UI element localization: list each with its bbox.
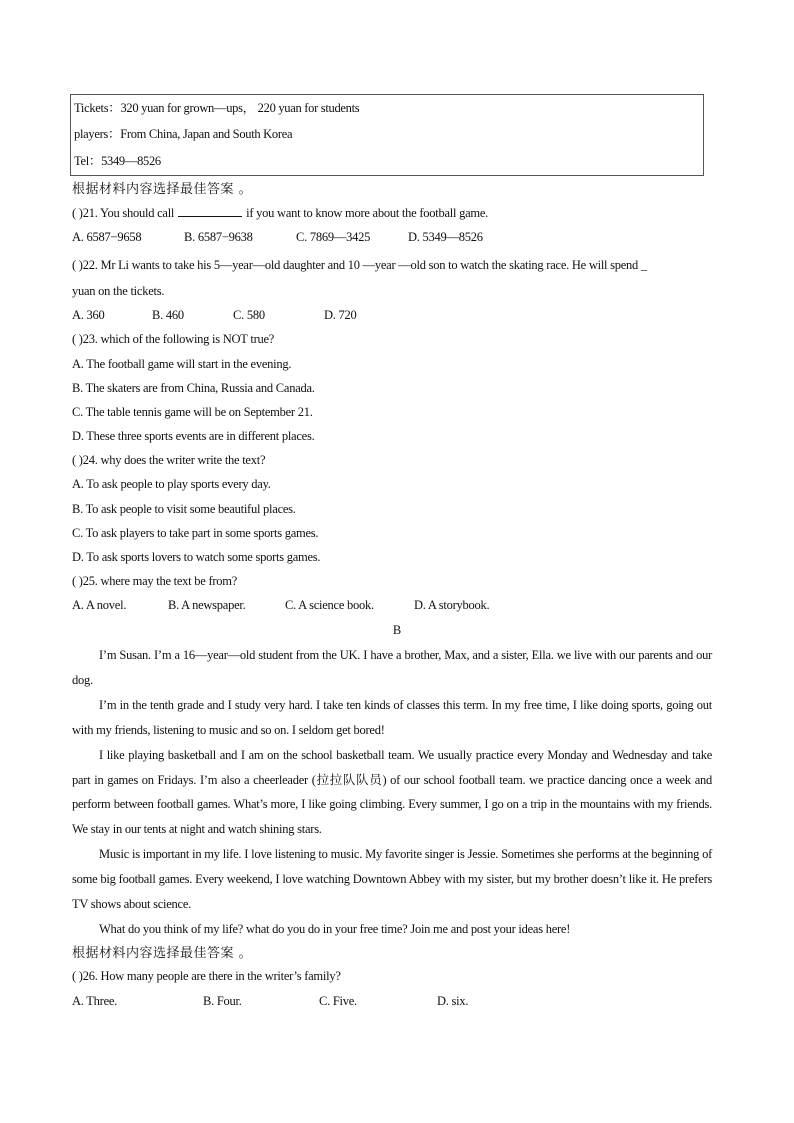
passage-paragraph: Music is important in my life. I love listening to music. My favorite singer is Jessie. Sometimes she performs at the beginning of some big football games. Every weekend, I love watching Downtown Abbey with my sister, but my brother doesn’t like it. He prefers TV shows about science.	[72, 847, 712, 912]
question-23-option-c: C. The table tennis game will be on September 21.	[72, 405, 313, 419]
option-b: B. 460	[152, 308, 184, 322]
question-25-stem: ( )25. where may the text be from?	[72, 574, 238, 588]
option-d: D. 720	[324, 308, 357, 322]
question-23-stem: ( )23. which of the following is NOT true?	[72, 332, 275, 346]
question-21-stem-end: if you want to know more about the football game.	[246, 206, 489, 220]
question-24-stem: ( )24. why does the writer write the text?	[72, 453, 266, 467]
question-24-option-b: B. To ask people to visit some beautiful places.	[72, 502, 296, 516]
option-a: A. 360	[72, 308, 105, 322]
question-24-option-d: D. To ask sports lovers to watch some sports games.	[72, 550, 321, 564]
question-24-option-a: A. To ask people to play sports every day.	[72, 477, 271, 491]
passage-b	[72, 643, 712, 942]
passage-paragraph: I’m Susan. I’m a 16—year—old student from the UK. I have a brother, Max, and a sister, Ella. we live with our parents and our dog.	[72, 648, 712, 687]
question-23-option-a: A. The football game will start in the evening.	[72, 357, 292, 371]
option-c: C. 7869—3425	[296, 230, 371, 244]
question-23-option-b: B. The skaters are from China, Russia and Canada.	[72, 381, 315, 395]
question-21-stem: ( )21. You should call	[72, 206, 175, 220]
question-26-options	[72, 994, 468, 1009]
notice-tickets: Tickets：320 yuan for grown—ups， 220 yuan for students	[74, 101, 360, 115]
option-a: A. 6587−9658	[72, 230, 142, 244]
passage-paragraph: I like playing basketball and I am on the school basketball team. We usually practice every Monday and Wednesday and take part in games on Fridays. I’m also a cheerleader (拉拉队队员) of our school football team. we practice dancing once a week and perform between football games. What’s more, I like going climbing. Every summer, I go on a trip in the mountains with my friends. We stay in our tents at night and watch shining stars.	[72, 747, 712, 837]
option-a: A. Three.	[72, 994, 118, 1008]
question-24-option-c: C. To ask players to take part in some sports games.	[72, 526, 319, 540]
question-21-options	[72, 230, 483, 245]
option-c: C. 580	[233, 308, 265, 322]
question-23-option-d: D. These three sports events are in different places.	[72, 429, 315, 443]
section-a-instruction: 根据材料内容选择最佳答案 。	[72, 182, 253, 197]
option-d: D. 5349—8526	[408, 230, 483, 244]
option-d: D. six.	[437, 994, 469, 1008]
passage-paragraph: I’m in the tenth grade and I study very hard. I take ten kinds of classes this term. In my free time, I like doing sports, going out with my friends, listening to music and so on. I seldom get bored!	[72, 697, 712, 737]
passage-paragraph: What do you think of my life? what do you do in your free time? Join me and post your ideas here!	[99, 921, 571, 936]
question-21	[72, 205, 488, 221]
question-22-stem-cont: yuan on the tickets.	[72, 284, 165, 298]
notice-players: players：From China, Japan and South Korea	[74, 127, 293, 141]
notice-tel: Tel：5349—8526	[74, 154, 161, 168]
option-b: B. Four.	[203, 994, 242, 1008]
option-a: A. A novel.	[72, 598, 127, 612]
option-b: B. A newspaper.	[168, 598, 246, 612]
question-26-stem: ( )26. How many people are there in the writer’s family?	[72, 969, 341, 983]
option-c: C. A science book.	[285, 598, 374, 612]
event-notice-box	[70, 94, 704, 176]
question-22-stem: ( )22. Mr Li wants to take his 5—year—old daughter and 10 —year —old son to watch the skating race. He will spend _	[72, 258, 647, 272]
answer-blank	[178, 205, 242, 217]
question-25-options	[72, 598, 489, 613]
option-d: D. A storybook.	[414, 598, 490, 612]
option-b: B. 6587−9638	[184, 230, 253, 244]
section-b-instruction: 根据材料内容选择最佳答案 。	[72, 946, 253, 961]
option-c: C. Five.	[319, 994, 357, 1008]
question-22-options	[72, 308, 357, 323]
section-b-label: B	[392, 623, 402, 637]
